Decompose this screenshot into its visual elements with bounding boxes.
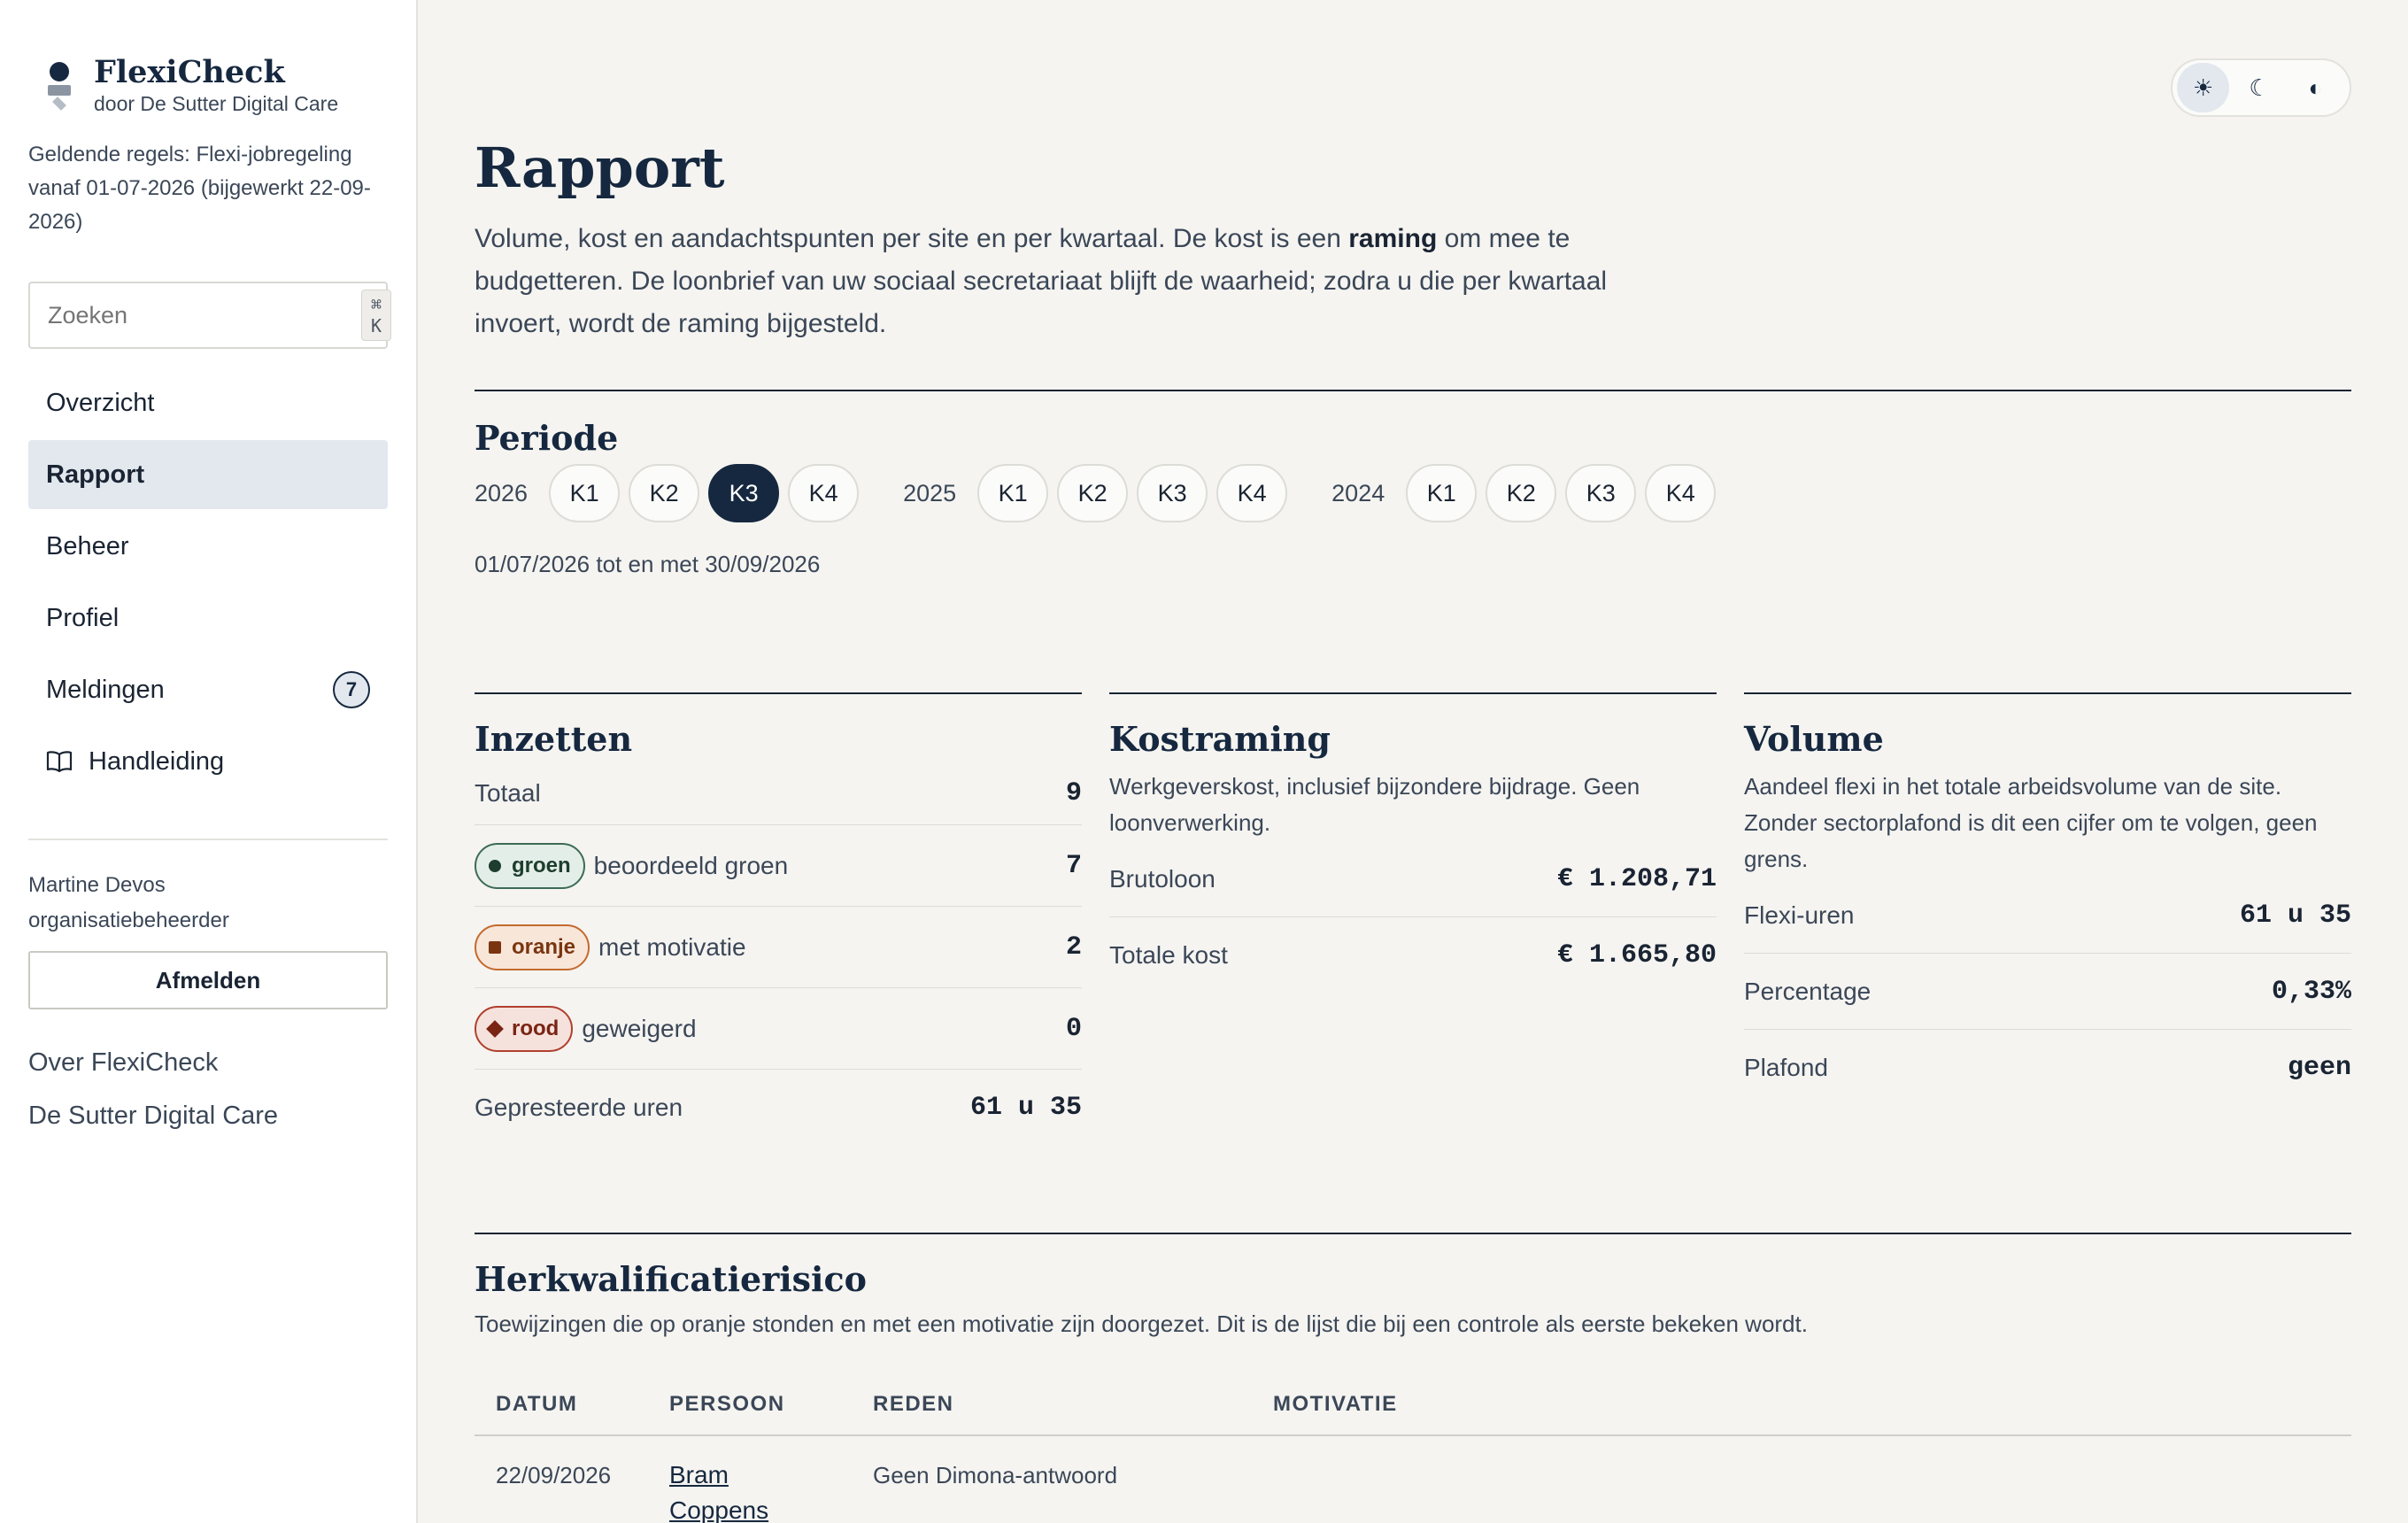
search-box[interactable] <box>28 282 388 349</box>
sidebar <box>0 0 418 1523</box>
column-header[interactable]: PERSOON <box>669 1392 785 1416</box>
quarter-chip[interactable]: K4 <box>1216 464 1287 522</box>
user-info <box>28 868 229 939</box>
flexicheck-logo-icon <box>46 57 73 112</box>
person-cell <box>648 1457 852 1523</box>
percentage-row: Percentage 0,33% <box>1744 954 2351 1030</box>
total-cost-value: € 1.665,80 <box>1556 940 1717 970</box>
total-row: Totaal 9 <box>475 762 1082 825</box>
search-shortcut: ⌘ K <box>361 290 391 341</box>
sidebar-item-label: Profiel <box>46 603 120 632</box>
table-header <box>475 1374 2351 1436</box>
quarter-chip[interactable]: K4 <box>1645 464 1716 522</box>
light-theme-button[interactable] <box>2177 63 2229 112</box>
quarter-chip[interactable]: K3 <box>1565 464 1636 522</box>
volume-title: Volume <box>1744 719 1884 759</box>
sidebar-item-label: Beheer <box>46 531 129 560</box>
about-link[interactable]: Over FlexiCheck <box>28 1048 219 1077</box>
gross-row: Brutoloon € 1.208,71 <box>1109 841 1717 917</box>
orange-row: oranje met motivatie 2 <box>475 907 1082 988</box>
kostraming-title: Kostraming <box>1109 719 1331 759</box>
sidebar-item-label: Handleiding <box>89 746 225 776</box>
search-input[interactable] <box>48 302 361 329</box>
sidebar-item-handleiding[interactable] <box>28 727 388 796</box>
period-range: 01/07/2026 tot en met 30/09/2026 <box>475 551 821 577</box>
period-title: Periode <box>475 418 619 458</box>
volume-card <box>1744 692 2351 1106</box>
sidebar-item-meldingen[interactable] <box>28 655 388 724</box>
reason-cell: Geen Dimona-antwoord <box>873 1462 1118 1488</box>
section-divider <box>475 390 2351 391</box>
contrast-theme-button[interactable] <box>2289 63 2342 112</box>
brand-subtitle: door De Sutter Digital Care <box>94 92 339 115</box>
year-label: 2026 <box>475 479 529 506</box>
total-value: 9 <box>1065 777 1082 808</box>
volume-desc: Aandeel flexi in het totale arbeidsvolume van de site. Zonder sectorplafond is dit een cijfer om te volgen, geen grens. <box>1744 773 2318 872</box>
red-value: 0 <box>1065 1013 1082 1044</box>
column-header[interactable]: MOTIVATIE <box>1273 1392 1398 1416</box>
flexi-hours-value: 61 u 35 <box>2239 900 2351 931</box>
cap-row: Plafond geen <box>1744 1053 2351 1083</box>
sidebar-item-overzicht[interactable] <box>28 368 388 437</box>
column-header[interactable]: REDEN <box>873 1392 954 1416</box>
flexi-hours-row: Flexi-uren 61 u 35 <box>1744 877 2351 954</box>
risk-title: Herkwalificatierisico <box>475 1259 867 1299</box>
section-divider <box>475 1233 2351 1234</box>
user-role: organisatiebeheerder <box>28 908 229 932</box>
risk-desc: Toewijzingen die op oranje stonden en met een motivatie zijn doorgezet. Dit is de lijst die bij een controle als eerste bekeken wordt. <box>475 1310 1808 1337</box>
theme-switcher <box>2171 58 2351 117</box>
green-status-badge: groen <box>475 843 585 889</box>
circle-icon <box>489 860 501 872</box>
notification-count-badge: 7 <box>333 671 370 708</box>
kostraming-card <box>1109 692 1717 993</box>
sidebar-item-label: Meldingen <box>46 675 165 704</box>
page-title: Rapport <box>475 135 725 200</box>
orange-value: 2 <box>1065 932 1082 963</box>
quarter-chip-selected[interactable]: K3 <box>708 464 779 522</box>
person-link[interactable]: Bram Coppens <box>669 1461 769 1523</box>
quarter-chip[interactable]: K1 <box>1406 464 1477 522</box>
logout-button[interactable]: Afmelden <box>28 951 388 1009</box>
diamond-icon <box>486 1020 504 1038</box>
hours-value: 61 u 35 <box>969 1093 1082 1123</box>
quarter-chip[interactable]: K1 <box>977 464 1048 522</box>
green-row: groen beoordeeld groen 7 <box>475 825 1082 907</box>
sidebar-item-profiel[interactable] <box>28 584 388 653</box>
sidebar-item-rapport[interactable] <box>28 440 388 509</box>
hours-row: Gepresteerde uren 61 u 35 <box>475 1093 1082 1123</box>
period-selector <box>475 464 1725 522</box>
percentage-value: 0,33% <box>2271 976 2351 1007</box>
rules-notice: Geldende regels: Flexi-jobregeling vanaf 01-07-2026 (bijgewerkt 22-09-2026) <box>28 143 371 234</box>
quarter-chip[interactable]: K2 <box>1057 464 1128 522</box>
inzetten-title: Inzetten <box>475 719 633 759</box>
quarter-chip[interactable]: K1 <box>549 464 620 522</box>
motivation-cell <box>1252 1457 1273 1523</box>
kostraming-desc: Werkgeverskost, inclusief bijzondere bijdrage. Geen loonverwerking. <box>1109 773 1640 836</box>
gross-value: € 1.208,71 <box>1556 863 1717 894</box>
page-intro: Volume, kost en aandachtspunten per site en per kwartaal. De kost is een raming om mee te budgetteren. De loonbrief van uw sociaal secretariaat blijft de waarheid; zodra u die per kwartaal invoert, wordt de raming bijgesteld. <box>475 224 1608 338</box>
quarter-chip[interactable]: K2 <box>1486 464 1556 522</box>
total-cost-row: Totale kost € 1.665,80 <box>1109 940 1717 970</box>
footer-links <box>28 1036 278 1142</box>
quarter-chip[interactable]: K3 <box>1137 464 1208 522</box>
sun-icon: ☀ <box>2193 73 2214 101</box>
year-label: 2024 <box>1331 479 1385 506</box>
date-cell: 22/09/2026 <box>496 1462 612 1488</box>
cap-value: geen <box>2287 1053 2351 1083</box>
red-row: rood geweigerd 0 <box>475 988 1082 1070</box>
contrast-icon: ◐ <box>2308 73 2323 101</box>
brand[interactable] <box>46 54 339 117</box>
year-label: 2025 <box>903 479 957 506</box>
moon-icon: ☾ <box>2249 73 2270 101</box>
dark-theme-button[interactable] <box>2233 63 2285 112</box>
green-value: 7 <box>1065 850 1082 881</box>
red-status-badge: rood <box>475 1006 573 1052</box>
square-icon <box>489 941 501 954</box>
quarter-chip[interactable]: K4 <box>788 464 859 522</box>
orange-status-badge: oranje <box>475 924 590 970</box>
company-link[interactable]: De Sutter Digital Care <box>28 1102 279 1130</box>
sidebar-divider <box>28 839 388 840</box>
column-header[interactable]: DATUM <box>496 1392 578 1416</box>
sidebar-nav <box>28 368 388 799</box>
user-name: Martine Devos <box>28 873 166 897</box>
sidebar-item-label: Overzicht <box>46 388 155 417</box>
sidebar-item-beheer[interactable] <box>28 512 388 581</box>
sidebar-item-label: Rapport <box>46 460 145 489</box>
inzetten-card <box>475 692 1082 1146</box>
brand-name: FlexiCheck <box>94 54 285 90</box>
risk-table <box>475 1374 2351 1523</box>
quarter-chip[interactable]: K2 <box>629 464 699 522</box>
table-row <box>475 1436 2351 1523</box>
book-icon <box>46 751 73 772</box>
